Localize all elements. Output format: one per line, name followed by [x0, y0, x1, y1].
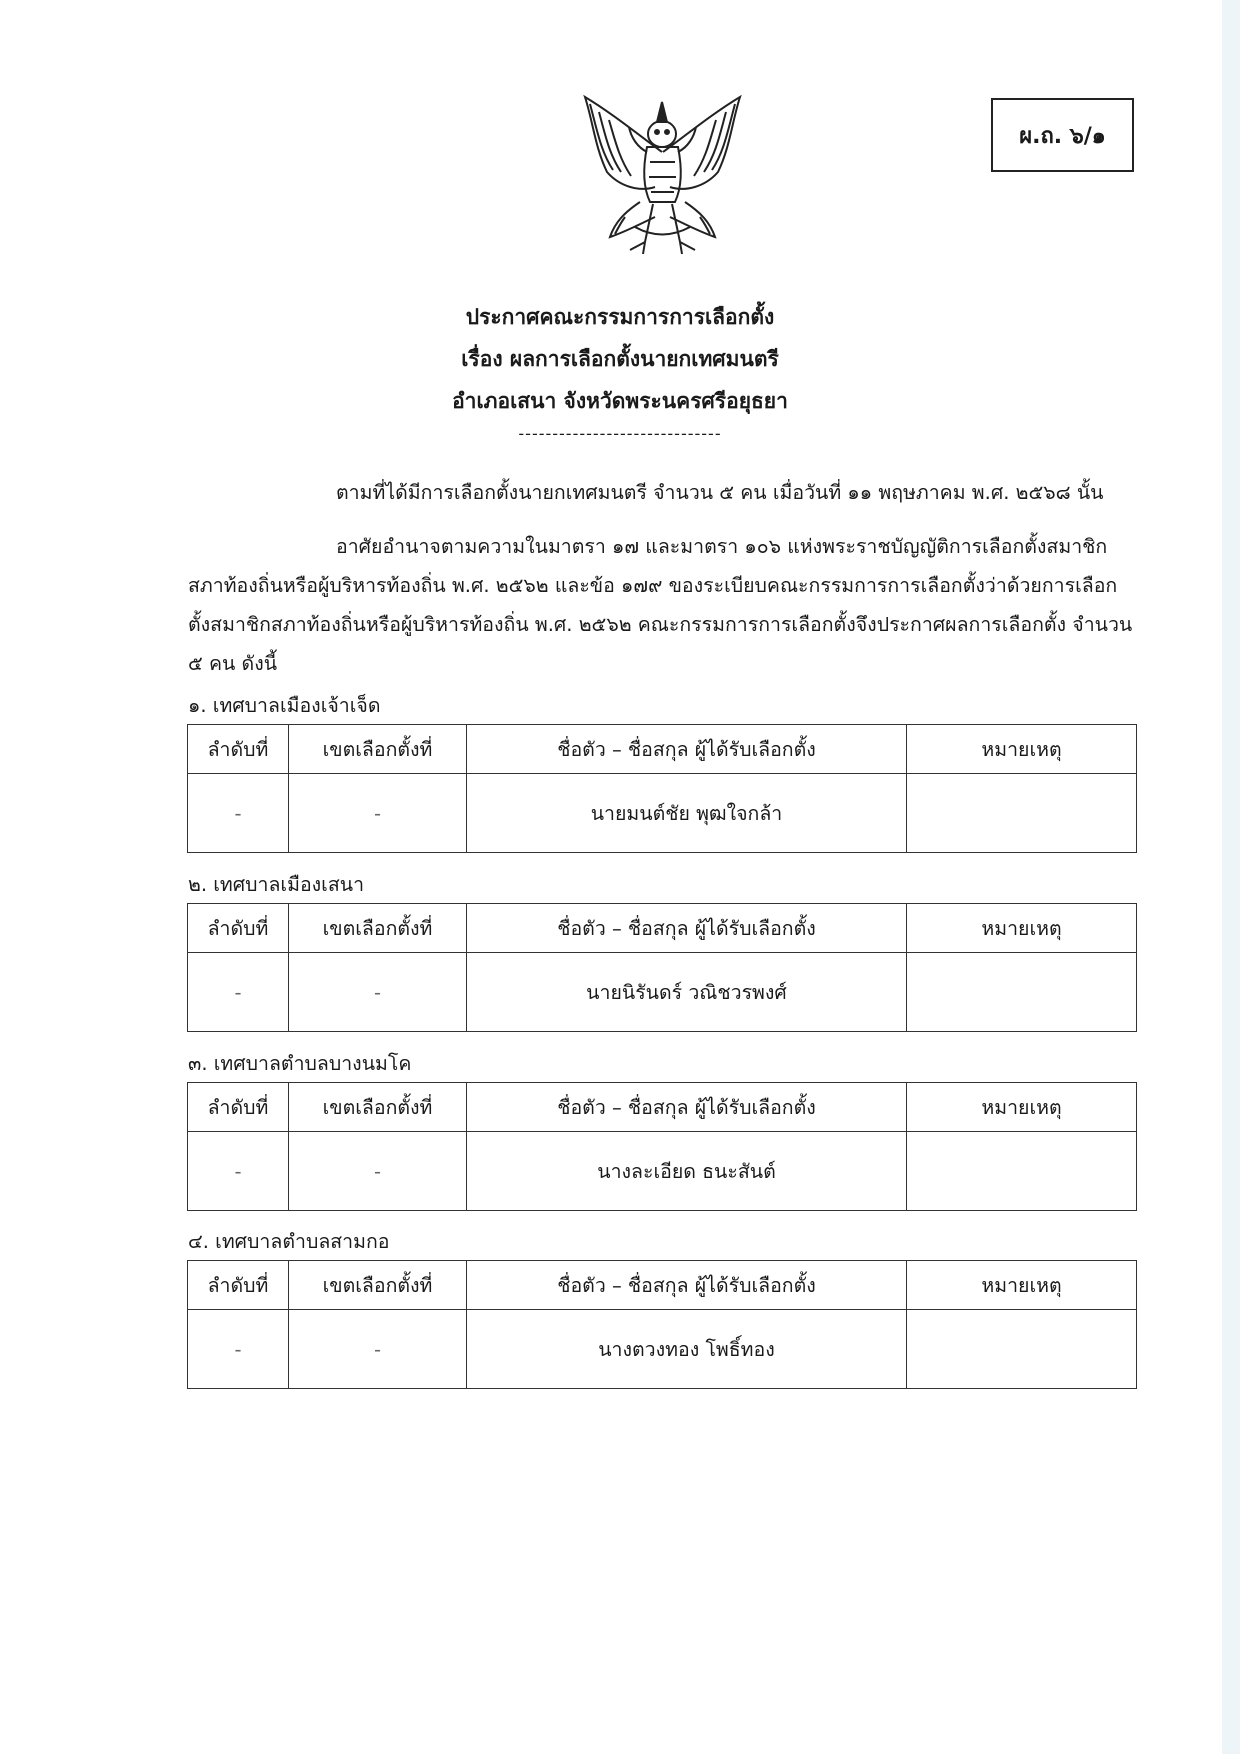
cell-remark — [907, 774, 1137, 853]
section-heading-1: ๑. เทศบาลเมืองเจ้าเจ็ด — [188, 694, 381, 717]
header-order: ลำดับที่ — [188, 904, 289, 953]
results-table-1 — [187, 724, 1137, 853]
results-table-4 — [187, 1260, 1137, 1389]
title-line-2: เรื่อง ผลการเลือกตั้งนายกเทศมนตรี — [461, 347, 779, 371]
cell-remark — [907, 1132, 1137, 1211]
header-name: ชื่อตัว – ชื่อสกุล ผู้ได้รับเลือกตั้ง — [467, 904, 907, 953]
header-remark: หมายเหตุ — [907, 904, 1137, 953]
header-district: เขตเลือกตั้งที่ — [289, 1083, 467, 1132]
table-header-row — [188, 1261, 1137, 1310]
header-district: เขตเลือกตั้งที่ — [289, 1261, 467, 1310]
garuda-emblem-icon — [565, 92, 760, 262]
table-row — [188, 774, 1137, 853]
header-district: เขตเลือกตั้งที่ — [289, 725, 467, 774]
announcement-title — [0, 296, 1240, 444]
results-table-2 — [187, 903, 1137, 1032]
table-row — [188, 953, 1137, 1032]
authority-paragraph: อาศัยอำนาจตามความในมาตรา ๑๗ และมาตรา ๑๐๖ แห่งพระราชบัญญัติการเลือกตั้งสมาชิกสภาท้องถิ่นหรือผู้บริหารท้องถิ่น พ.ศ. ๒๕๖๒ และข้อ ๑๗๙ ของระเบียบคณะกรรมการการเลือกตั้งว่าด้วยการเลือกตั้งสมาชิกสภาท้องถิ่นหรือผู้บริหารท้องถิ่น พ.ศ. ๒๕๖๒ คณะกรรมการการเลือกตั้งจึงประกาศผลการเลือกตั้ง จำนวน ๕ คน ดังนี้ — [188, 535, 1133, 675]
header-remark: หมายเหตุ — [907, 1083, 1137, 1132]
cell-district: - — [289, 953, 467, 1032]
cell-district: - — [289, 774, 467, 853]
cell-order: - — [188, 953, 289, 1032]
header-district: เขตเลือกตั้งที่ — [289, 904, 467, 953]
table-row — [188, 1310, 1137, 1389]
header-name: ชื่อตัว – ชื่อสกุล ผู้ได้รับเลือกตั้ง — [467, 725, 907, 774]
section-heading-3: ๓. เทศบาลตำบลบางนมโค — [188, 1052, 412, 1075]
cell-order: - — [188, 1132, 289, 1211]
table-row — [188, 1132, 1137, 1211]
cell-name: นายมนต์ชัย พุฒใจกล้า — [467, 774, 907, 853]
title-divider: ------------------------------ — [518, 424, 722, 443]
results-table-3 — [187, 1082, 1137, 1211]
title-line-3: อำเภอเสนา จังหวัดพระนครศรีอยุธยา — [452, 389, 788, 413]
header-order: ลำดับที่ — [188, 1083, 289, 1132]
intro-paragraph: ตามที่ได้มีการเลือกตั้งนายกเทศมนตรี จำนวน ๕ คน เมื่อวันที่ ๑๑ พฤษภาคม พ.ศ. ๒๕๖๘ นั้น — [336, 481, 1104, 504]
table-header-row — [188, 904, 1137, 953]
form-code-box: ผ.ถ. ๖/๑ — [991, 98, 1134, 172]
cell-order: - — [188, 774, 289, 853]
cell-name: นายนิรันดร์ วณิชวรพงศ์ — [467, 953, 907, 1032]
cell-district: - — [289, 1310, 467, 1389]
table-header-row — [188, 725, 1137, 774]
header-order: ลำดับที่ — [188, 725, 289, 774]
cell-order: - — [188, 1310, 289, 1389]
page-edge — [1222, 0, 1240, 1754]
cell-name: นางตวงทอง โพธิ์ทอง — [467, 1310, 907, 1389]
table-header-row — [188, 1083, 1137, 1132]
header-remark: หมายเหตุ — [907, 1261, 1137, 1310]
header-remark: หมายเหตุ — [907, 725, 1137, 774]
header-name: ชื่อตัว – ชื่อสกุล ผู้ได้รับเลือกตั้ง — [467, 1083, 907, 1132]
title-line-1: ประกาศคณะกรรมการการเลือกตั้ง — [465, 305, 775, 329]
header-name: ชื่อตัว – ชื่อสกุล ผู้ได้รับเลือกตั้ง — [467, 1261, 907, 1310]
cell-remark — [907, 953, 1137, 1032]
cell-remark — [907, 1310, 1137, 1389]
section-heading-4: ๔. เทศบาลตำบลสามกอ — [188, 1230, 390, 1253]
header-order: ลำดับที่ — [188, 1261, 289, 1310]
cell-name: นางละเอียด ธนะสันต์ — [467, 1132, 907, 1211]
cell-district: - — [289, 1132, 467, 1211]
section-heading-2: ๒. เทศบาลเมืองเสนา — [188, 873, 365, 896]
